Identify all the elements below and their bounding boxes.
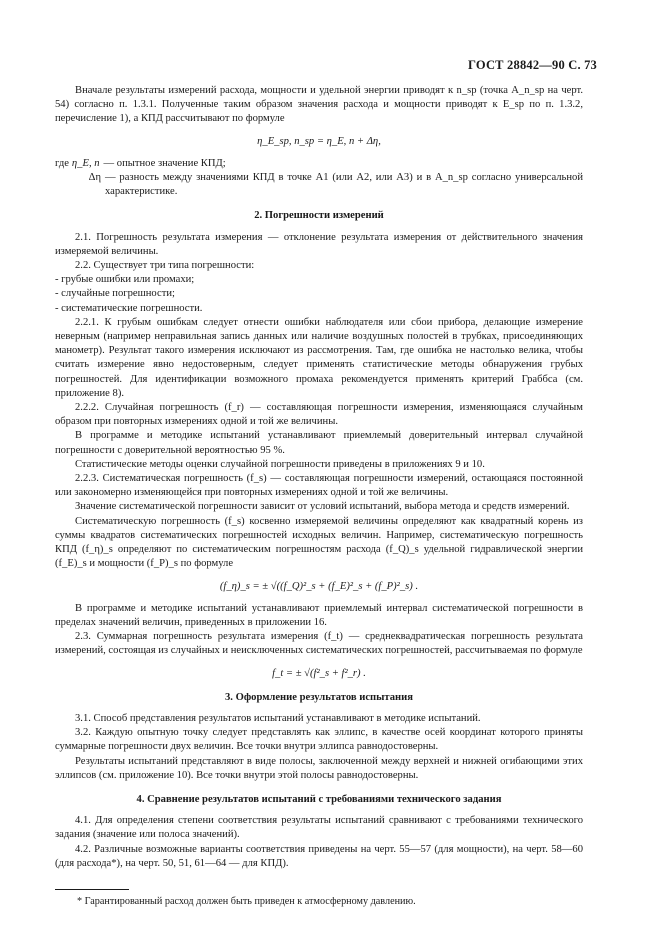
paragraph: 2.2.3. Систематическая погрешность (f_s) — составляющая погрешности измерений, остающаяся постоянной или закономерно изменяющейся при повторных измерениях одной и той же величины. [55,473,583,499]
paragraph: 4.1. Для определения степени соответствия результаты испытаний сравнивают с требованиями технического задания (значение или полоса значений). [55,815,583,841]
paragraph: 2.2. Существует три типа погрешности: [75,260,255,272]
paragraph: В программе и методике испытаний устанавливают приемлемый доверительный интервал случайной погрешности с доверительной вероятностью 95 %. [55,430,583,456]
list-item: - грубые ошибки или промахи; [55,274,195,286]
paragraph: 3.2. Каждую опытную точку следует представлять как эллипс, в качестве осей координат которого приняты суммарные погрешности двух величин. Все точки внутри эллипса равнодостоверны. [55,727,583,753]
definition-text: — разность между значениями КПД в точке A1 (или A2, или A3) и в A_n_sp согласно универсальной характеристике. [105,172,583,198]
paragraph: Результаты испытаний представляют в виде полосы, заключенной между верхней и нижней огибающими этих эллипсов (см. приложение 10). Все точки внутри этой полосы равнодостоверны. [55,755,583,781]
section-title: 2. Погрешности измерений [254,210,384,222]
paragraph: В программе и методике испытаний устанавливают приемлемый интервал систематической погрешности в пределах значений величин, приведенных в приложении 16. [55,602,583,628]
formula-systematic-error: (f_η)_s = ± √((f_Q)²_s + (f_E)²_s + (f_P)²_s) . [219,580,419,592]
paragraph: 2.1. Погрешность результата измерения — отклонение результата измерения от действительного значения измеряемой величины. [55,231,583,257]
list-item: - систематические погрешности. [55,302,203,314]
footnote: * Гарантированный расход должен быть приведен к атмосферному давлению. [77,895,416,907]
formula-efficiency: η_E_sp, n_sp = η_E, n + Δη, [257,135,381,147]
footnote-divider [55,889,129,890]
paragraph: Статистические методы оценки случайной погрешности приведены в приложениях 9 и 10. [75,458,485,470]
section-title: 3. Оформление результатов испытания [225,691,413,703]
paragraph: 2.3. Суммарная погрешность результата измерения (f_t) — среднеквадратическая погрешность результата измерений, состоящая из случайных и неисключенных систематических погрешностей, рассчитываемая по формуле [55,631,583,657]
list-item: - случайные погрешности; [55,288,175,300]
definition-term: Δη [88,172,101,184]
definition-text: — опытное значение КПД; [103,157,226,169]
section-title: 4. Сравнение результатов испытаний с требованиями технического задания [136,793,502,805]
formula-total-error: f_t = ± √(f²_s + f²_r) . [272,667,366,679]
paragraph: 3.1. Способ представления результатов испытаний устанавливают в методике испытаний. [75,712,481,724]
paragraph: 2.2.1. К грубым ошибкам следует отнести ошибки наблюдателя или сбои прибора, делающие измерение неверным (например неправильная запись данных или наличие воздушных полостей в трубках, присоединяющих манометр). Результат такого измерения исключают из рассмотрения. Там, где ошибка не настолько велика, чтобы считать измерение явно недостоверным, следует применять статистические методы обнаружения грубых погрешностей. Для идентификации возможного промаха рекомендуется применять критерий Граббса (см. приложение 8). [55,316,583,399]
where-label: где [55,157,69,169]
definition-term: η_E, n [71,157,100,169]
paragraph: Значение систематической погрешности зависит от условий испытаний, выбора метода и средств измерений. [75,501,570,513]
intro-paragraph: Вначале результаты измерений расхода, мощности и удельной энергии приводят к n_sp (точка A_n_sp на черт. 54) согласно п. 1.3.1. Полученные таким образом значения расхода и мощности приводят к E_sp по п. 1.3.2, перечисление 1), а КПД рассчитывают по формуле [55,85,583,125]
page-header: ГОСТ 28842—90 С. 73 [468,58,597,72]
paragraph: 4.2. Различные возможные варианты соответствия приведены на черт. 55—57 (для мощности), на черт. 58—60 (для расхода*), на черт. 50, 51, 61—64 — для КПД). [55,843,583,869]
document-body [55,84,583,909]
definition-row [55,157,583,171]
paragraph: 2.2.2. Случайная погрешность (f_r) — составляющая погрешности измерения, изменяющаяся случайным образом при повторных измерениях одной и той же величины. [55,402,583,428]
paragraph: Систематическую погрешность (f_s) косвенно измеряемой величины определяют как квадратный корень из суммы квадратов систематических погрешностей исходных величин. Например, систематическую погрешность КПД (f_η)_s определяют по систематическим погрешностям расхода (f_Q)_s удельной гидравлической энергии (f_E)_s и мощности (f_P)_s по формуле [55,515,583,570]
definition-row [55,171,583,199]
